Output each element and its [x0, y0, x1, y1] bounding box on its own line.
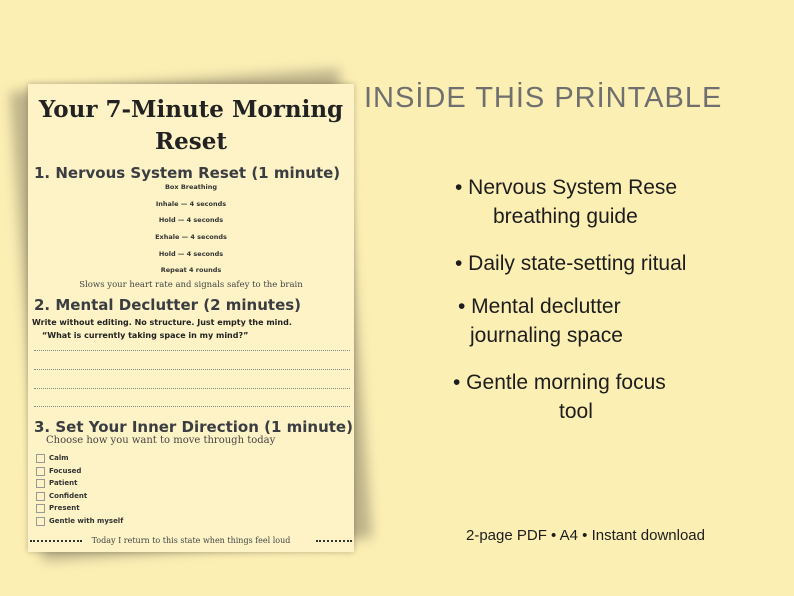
section-1-heading: 1. Nervous System Reset (1 minute) [34, 164, 341, 182]
option-patient: Patient [36, 477, 78, 489]
option-calm: Calm [36, 452, 69, 464]
breathing-step: Exhale — 4 seconds [155, 233, 227, 241]
breathing-step: Hold — 4 seconds [158, 216, 224, 224]
checkbox-icon [36, 454, 45, 463]
printable-page-preview [28, 84, 354, 552]
option-confident: Confident [36, 490, 87, 502]
footer-divider-right [316, 540, 352, 542]
box-breathing-label: Box Breathing [164, 183, 218, 191]
checkbox-icon [36, 517, 45, 526]
breathing-step: Hold — 4 seconds [158, 250, 224, 258]
checkbox-icon [36, 492, 45, 501]
writing-line [34, 406, 350, 407]
feature-breathing: • Nervous System Rese breathing guide [455, 176, 678, 228]
feature-focus: • Gentle morning focus tool [453, 371, 666, 423]
breathing-step: Repeat 4 rounds [160, 266, 222, 274]
section-3-heading: 3. Set Your Inner Direction (1 minute) [34, 418, 353, 436]
feature-declutter: • Mental declutter journaling space [458, 295, 623, 347]
breathing-step: Inhale — 4 seconds [155, 200, 227, 208]
writing-line [34, 369, 350, 370]
inside-heading: INSİDE THİS PRİNTABLE [364, 82, 723, 114]
option-gentle: Gentle with myself [36, 515, 123, 527]
printable-title-line2: Reset [155, 128, 227, 155]
feature-ritual: • Daily state-setting ritual [455, 252, 687, 275]
checkbox-icon [36, 504, 45, 513]
printable-title [28, 94, 354, 158]
option-focused: Focused [36, 465, 81, 477]
printable-title-line1: Your 7-Minute Morning [38, 96, 344, 123]
writing-line [34, 350, 350, 351]
direction-subheading: Choose how you want to move through today [46, 435, 276, 446]
writing-line [34, 388, 350, 389]
checkbox-icon [36, 479, 45, 488]
product-meta: 2-page PDF • A4 • Instant download [466, 527, 705, 544]
section-2-heading: 2. Mental Declutter (2 minutes) [34, 296, 302, 314]
footer-text: Today I return to this state when things feel loud [91, 536, 291, 545]
checkbox-icon [36, 467, 45, 476]
declutter-prompt: “What is currently taking space in my mind?” [42, 331, 249, 340]
breathing-note: Slows your heart rate and signals safey to the brain [79, 280, 303, 290]
declutter-instruction: Write without editing. No structure. Just empty the mind. [32, 318, 292, 327]
option-present: Present [36, 502, 80, 514]
